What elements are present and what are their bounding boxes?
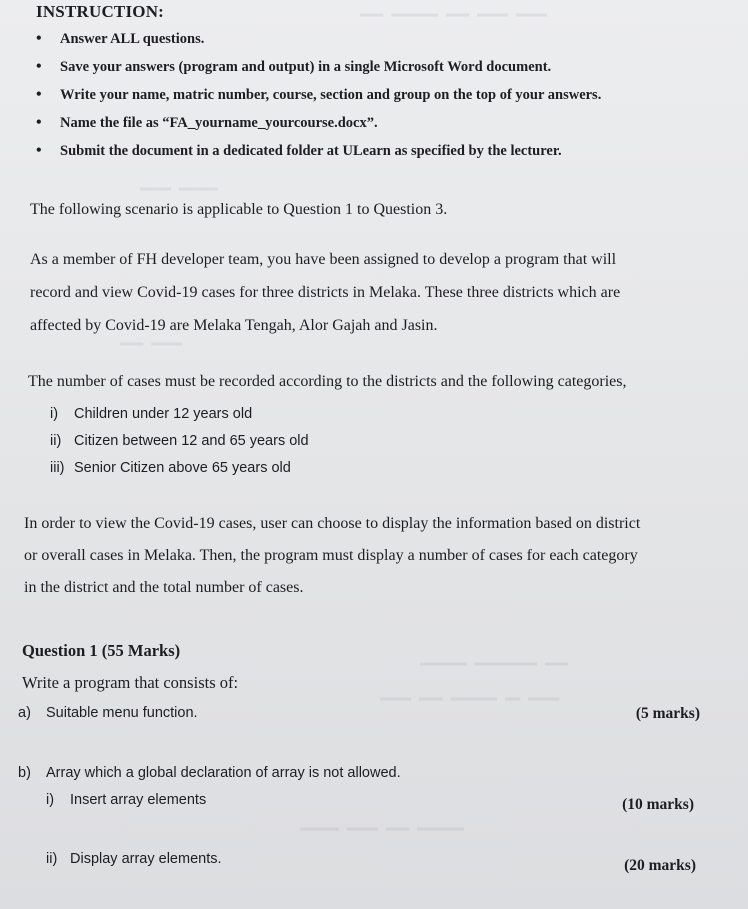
- paragraph-line: or overall cases in Melaka. Then, the program must display a number of cases for each category: [24, 547, 638, 564]
- item-text: Display array elements.: [70, 851, 222, 867]
- marks-label: (10 marks): [622, 796, 694, 813]
- paragraph-line: in the district and the total number of cases.: [24, 579, 304, 596]
- instruction-item: [36, 114, 726, 142]
- instruction-item: [36, 58, 726, 86]
- bullet-dot-icon: •: [36, 58, 42, 75]
- bleed-through-texture: ▬▬▬▬▬▬ ▬▬▬▬▬▬▬▬ ▬▬▬: [420, 655, 569, 670]
- item-label: b): [18, 765, 31, 781]
- categories-intro: The number of cases must be recorded according to the districts and the following categories,: [28, 373, 627, 390]
- bullet-dot-icon: •: [36, 86, 42, 103]
- instruction-text: Name the file as “FA_yourname_yourcourse.docx”.: [60, 115, 378, 131]
- category-text: Children under 12 years old: [74, 406, 253, 422]
- bullet-dot-icon: •: [36, 30, 42, 47]
- question-1b: [18, 765, 698, 781]
- scenario-intro: The following scenario is applicable to Question 1 to Question 3.: [30, 201, 448, 218]
- instruction-list: [36, 30, 726, 170]
- instruction-item: [36, 142, 726, 170]
- marks-label: (5 marks): [635, 705, 700, 722]
- bullet-dot-icon: •: [36, 142, 42, 159]
- category-item: [50, 405, 309, 432]
- scenario-paragraph-2: [24, 508, 724, 604]
- scenario-paragraph-1: [30, 243, 720, 342]
- instruction-heading: INSTRUCTION:: [36, 2, 165, 21]
- marks-label: (20 marks): [624, 857, 696, 874]
- question-1a: [18, 705, 698, 721]
- item-label: a): [18, 705, 31, 721]
- question-1b-ii: [46, 851, 696, 874]
- paragraph-line: affected by Covid-19 are Melaka Tengah, Alor Gajah and Jasin.: [30, 317, 438, 334]
- item-text: Insert array elements: [70, 792, 207, 808]
- category-text: Citizen between 12 and 65 years old: [74, 433, 309, 449]
- question-1-title: Question 1 (55 Marks): [22, 641, 181, 660]
- item-label: i): [46, 792, 55, 808]
- item-text: Array which a global declaration of array is not allowed.: [46, 765, 401, 781]
- category-number: ii): [50, 433, 62, 449]
- item-text: Suitable menu function.: [46, 705, 198, 721]
- paragraph-line: record and view Covid-19 cases for three districts in Melaka. These three districts which are: [30, 284, 621, 301]
- item-label: ii): [46, 851, 58, 867]
- question-1b-i: [46, 792, 694, 813]
- instruction-item: [36, 86, 726, 114]
- instruction-text: Answer ALL questions.: [60, 31, 205, 47]
- bleed-through-texture: ▬▬▬▬▬ ▬▬▬▬ ▬▬▬ ▬▬▬▬▬▬: [300, 820, 464, 835]
- categories-list: [50, 405, 309, 486]
- category-number: i): [50, 406, 59, 422]
- question-1-intro: Write a program that consists of:: [22, 673, 239, 692]
- paragraph-line: As a member of FH developer team, you have been assigned to develop a program that will: [30, 251, 617, 268]
- bleed-through-texture: ▬▬▬▬ ▬▬▬ ▬▬▬▬▬▬ ▬▬ ▬▬▬▬: [380, 690, 560, 705]
- bleed-through-texture: ▬▬▬▬ ▬▬▬▬▬: [140, 180, 219, 195]
- paragraph-line: In order to view the Covid-19 cases, user can choose to display the information based on district: [24, 515, 641, 532]
- category-number: iii): [50, 460, 65, 476]
- bleed-through-texture: ▬▬▬ ▬▬▬▬▬▬ ▬▬▬ ▬▬▬▬ ▬▬▬▬: [360, 6, 548, 21]
- instruction-text: Submit the document in a dedicated folder at ULearn as specified by the lecturer.: [60, 143, 562, 159]
- category-text: Senior Citizen above 65 years old: [74, 460, 291, 476]
- category-item: [50, 432, 309, 459]
- instruction-item: [36, 30, 726, 58]
- category-item: [50, 459, 309, 486]
- instruction-text: Write your name, matric number, course, section and group on the top of your answers.: [60, 87, 602, 103]
- bleed-through-texture: ▬▬▬ ▬▬▬▬: [120, 335, 183, 350]
- instruction-text: Save your answers (program and output) in a single Microsoft Word document.: [60, 59, 552, 75]
- bullet-dot-icon: •: [36, 114, 42, 131]
